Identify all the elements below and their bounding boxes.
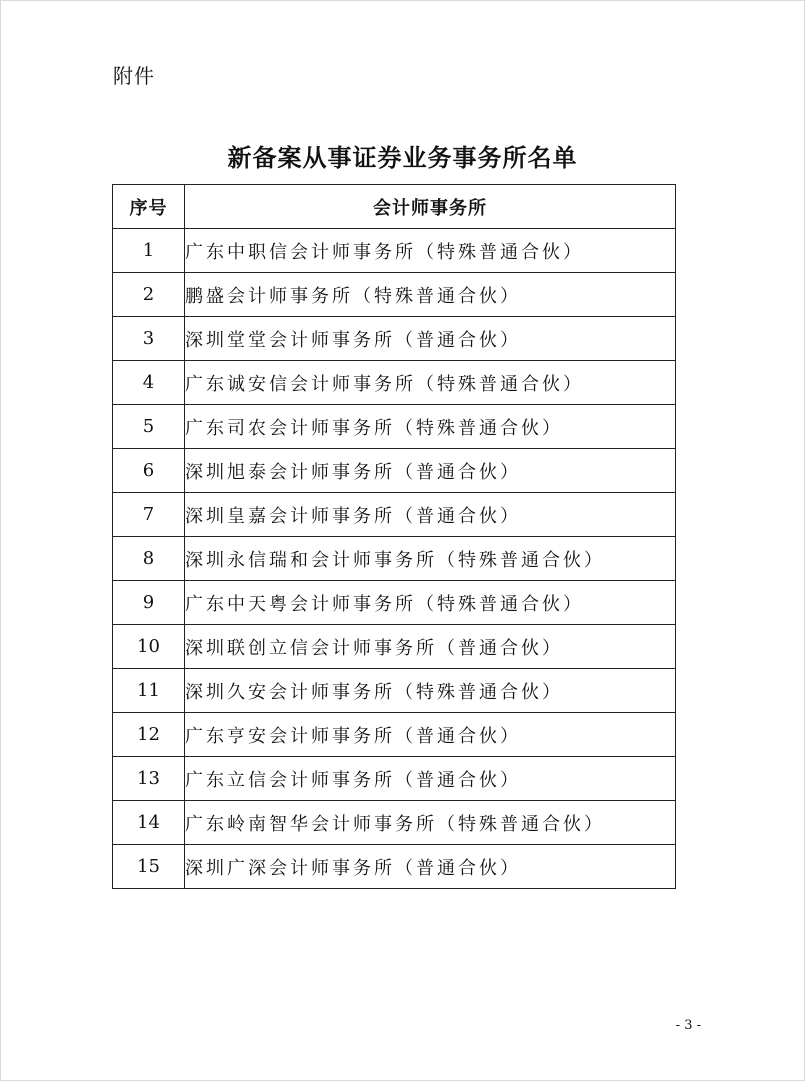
row-index: 1 (113, 229, 185, 273)
column-header-index: 序号 (113, 185, 185, 229)
table-row (113, 801, 676, 845)
row-index: 4 (113, 361, 185, 405)
row-index: 2 (113, 273, 185, 317)
row-index: 7 (113, 493, 185, 537)
firm-name: 广东立信会计师事务所（普通合伙） (185, 757, 676, 801)
row-index: 15 (113, 845, 185, 889)
table-row (113, 581, 676, 625)
row-index: 8 (113, 537, 185, 581)
row-index: 14 (113, 801, 185, 845)
firm-name: 鹏盛会计师事务所（特殊普通合伙） (185, 273, 676, 317)
firm-name: 广东岭南智华会计师事务所（特殊普通合伙） (185, 801, 676, 845)
row-index: 6 (113, 449, 185, 493)
table-row (113, 317, 676, 361)
row-index: 3 (113, 317, 185, 361)
firm-name: 广东诚安信会计师事务所（特殊普通合伙） (185, 361, 676, 405)
table-row (113, 537, 676, 581)
table-row (113, 713, 676, 757)
firm-name: 深圳联创立信会计师事务所（普通合伙） (185, 625, 676, 669)
firm-name: 广东中天粤会计师事务所（特殊普通合伙） (185, 581, 676, 625)
page-number: - 3 - (675, 1018, 701, 1033)
row-index: 12 (113, 713, 185, 757)
firm-name: 深圳堂堂会计师事务所（普通合伙） (185, 317, 676, 361)
firm-name: 深圳皇嘉会计师事务所（普通合伙） (185, 493, 676, 537)
document-title: 新备案从事证券业务事务所名单 (227, 144, 578, 172)
firm-name: 深圳广深会计师事务所（普通合伙） (185, 845, 676, 889)
firm-name: 深圳永信瑞和会计师事务所（特殊普通合伙） (185, 537, 676, 581)
table-row (113, 449, 676, 493)
table-row (113, 229, 676, 273)
table-row (113, 669, 676, 713)
row-index: 10 (113, 625, 185, 669)
table-header-row (113, 185, 676, 229)
table-row (113, 625, 676, 669)
row-index: 5 (113, 405, 185, 449)
row-index: 13 (113, 757, 185, 801)
table-row (113, 361, 676, 405)
attachment-label: 附件 (113, 64, 155, 88)
column-header-firm: 会计师事务所 (185, 185, 676, 229)
table-row (113, 493, 676, 537)
table-row (113, 405, 676, 449)
firm-name: 深圳久安会计师事务所（特殊普通合伙） (185, 669, 676, 713)
table-row (113, 845, 676, 889)
table-row (113, 273, 676, 317)
row-index: 11 (113, 669, 185, 713)
table-row (113, 757, 676, 801)
row-index: 9 (113, 581, 185, 625)
firm-name: 广东中职信会计师事务所（特殊普通合伙） (185, 229, 676, 273)
accounting-firm-table (112, 184, 676, 889)
firm-name: 广东司农会计师事务所（特殊普通合伙） (185, 405, 676, 449)
firm-name: 广东亨安会计师事务所（普通合伙） (185, 713, 676, 757)
firm-name: 深圳旭泰会计师事务所（普通合伙） (185, 449, 676, 493)
